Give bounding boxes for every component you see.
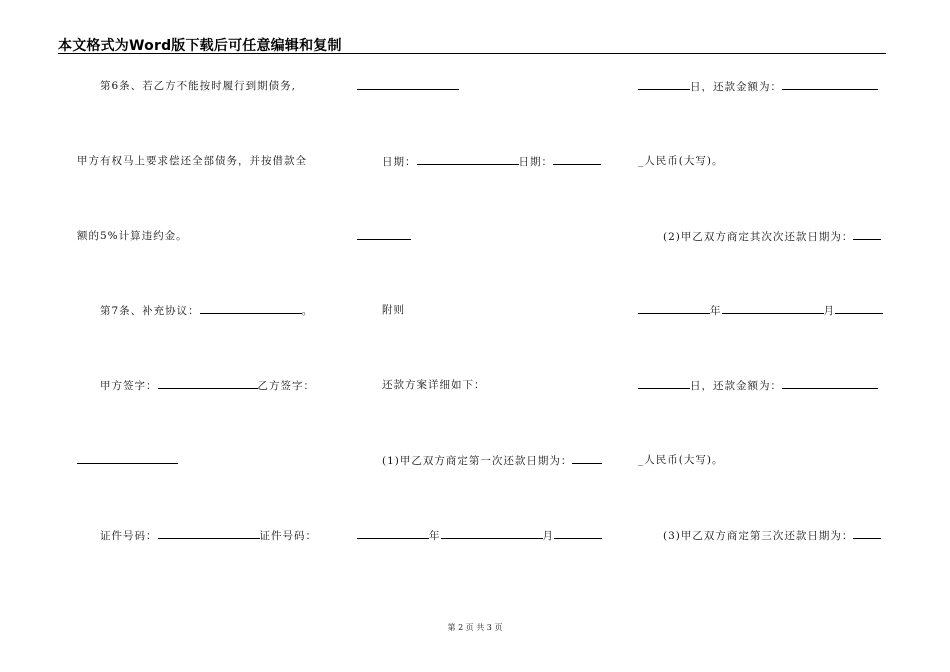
page-number: 第 2 页 共 3 页 — [447, 623, 503, 632]
year-month-line-2: 年 月 — [638, 303, 883, 318]
year-month-line: 年 月 — [357, 528, 602, 543]
month-blank — [441, 528, 543, 539]
rmb-line-2: _人民币(大写)。 — [638, 454, 724, 466]
signature-line: 甲方签字： 乙方签字： — [100, 380, 315, 392]
party-a-signature-blank — [158, 378, 258, 389]
first-date-blank — [572, 453, 602, 464]
blank — [357, 229, 411, 240]
supplement-blank — [200, 303, 302, 314]
col2-blank-line-1 — [357, 79, 459, 94]
party-b-signature-blank — [77, 453, 178, 464]
year-blank — [357, 528, 429, 539]
header-divider — [58, 53, 886, 54]
month-blank — [722, 303, 824, 314]
day-blank — [835, 303, 883, 314]
article-6-line-2: 甲方有权马上要求偿还全部债务，并按借款全 — [77, 155, 307, 167]
article-6-line-1: 第6条、若乙方不能按时履行到期债务, — [100, 80, 297, 92]
signature-continuation — [77, 453, 178, 468]
day-amount-line-1: 日，还款金额为： — [638, 79, 878, 94]
col2-blank-line-2 — [357, 229, 411, 244]
day-blank — [638, 378, 690, 389]
second-date-blank — [853, 229, 881, 240]
first-repayment-line: (1)甲乙双方商定第一次还款日期为： — [382, 453, 602, 468]
year-blank — [638, 303, 710, 314]
third-date-blank — [853, 528, 881, 539]
rmb-line-1: _人民币(大写)。 — [638, 155, 724, 167]
amount-blank — [782, 378, 878, 389]
second-repayment-line: (2)甲乙双方商定其次次还款日期为： — [663, 229, 881, 244]
id-number-line: 证件号码： 证件号码： — [100, 530, 317, 542]
party-a-id-blank — [158, 528, 260, 539]
amount-blank — [782, 79, 878, 90]
day-blank — [554, 528, 602, 539]
day-blank — [638, 79, 690, 90]
article-7-line: 第7条、补充协议： 。 — [100, 305, 314, 317]
date-blank-b — [553, 154, 601, 165]
date-blank-a — [417, 154, 519, 165]
date-line: 日期： 日期： — [382, 154, 601, 169]
appendix-heading: 附则 — [382, 304, 405, 316]
third-repayment-line: (3)甲乙双方商定第三次还款日期为： — [663, 528, 881, 543]
document-header: 本文格式为Word版下载后可任意编辑和复制 — [58, 38, 342, 54]
article-6-line-3: 额的5%计算违约金。 — [77, 230, 188, 242]
blank — [357, 79, 459, 90]
day-amount-line-2: 日，还款金额为： — [638, 378, 878, 393]
repayment-plan-line: 还款方案详细如下： — [382, 379, 486, 391]
